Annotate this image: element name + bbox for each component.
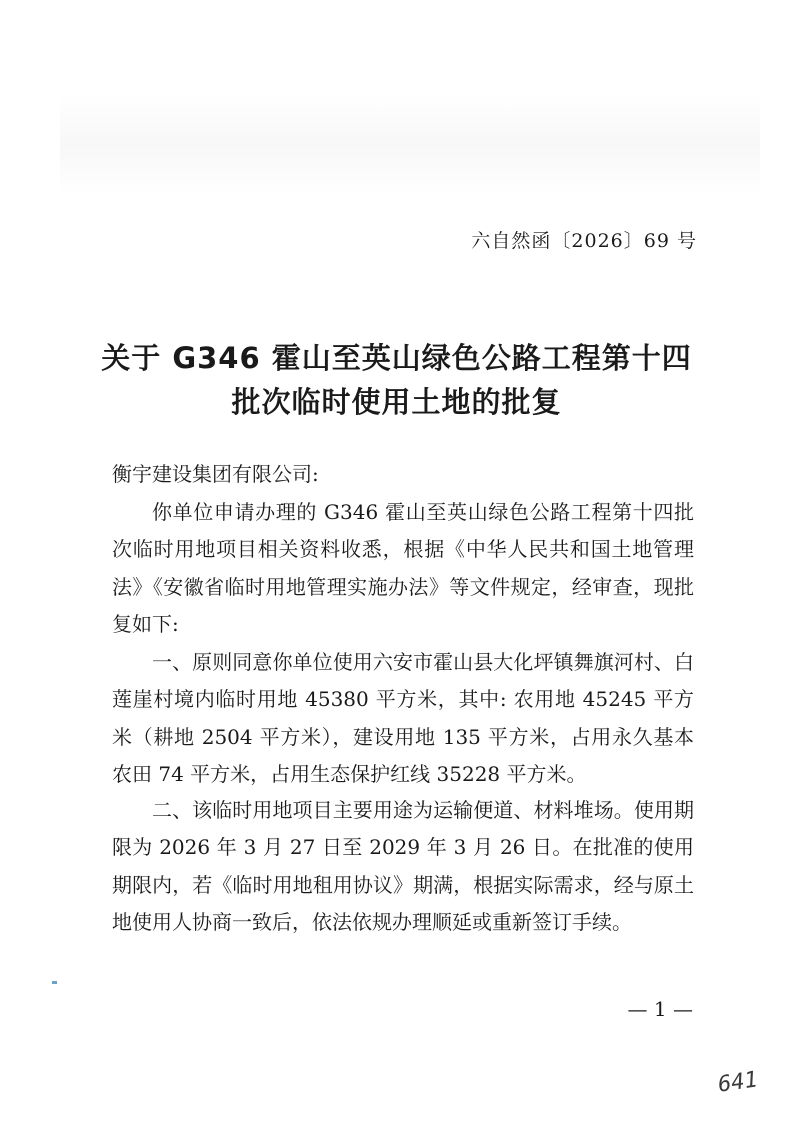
body-paragraph-intro: 你单位申请办理的 G346 霍山至英山绿色公路工程第十四批次临时用地项目相关资料收悉，根据《中华人民共和国土地管理法》《安徽省临时用地管理实施办法》等文件规定，经审查，现批复如下: <box>112 500 694 637</box>
page-number: — 1 — <box>627 997 693 1021</box>
document-title-line-1: 关于 G346 霍山至英山绿色公路工程第十四 <box>101 341 692 375</box>
scan-shading <box>60 95 760 195</box>
body-paragraph-item-1: 一、原则同意你单位使用六安市霍山县大化坪镇舞旗河村、白莲崖村境内临时用地 45380 平方米，其中: 农用地 45245 平方米（耕地 2504 平方米），建设用地 135 平方米，占用永久基本农田 74 平方米，占用生态保护红线 35228 平方米。 <box>112 650 694 787</box>
body-paragraph-item-2: 二、该临时用地项目主要用途为运输便道、材料堆场。使用期限为 2026 年 3 月 27 日至 2029 年 3 月 26 日。在批准的使用期限内，若《临时用地租用协议》期满，根据实际需求，经与原土地使用人协商一致后，依法依规办理顺延或重新签订手续。 <box>112 798 694 935</box>
document-title-line-2: 批次临时使用土地的批复 <box>231 385 562 419</box>
handwritten-note: 641 <box>716 1067 760 1098</box>
document-number: 六自然函〔2026〕69 号 <box>471 230 697 252</box>
margin-mark <box>52 981 57 984</box>
addressee: 衡宇建设集团有限公司: <box>112 462 319 486</box>
